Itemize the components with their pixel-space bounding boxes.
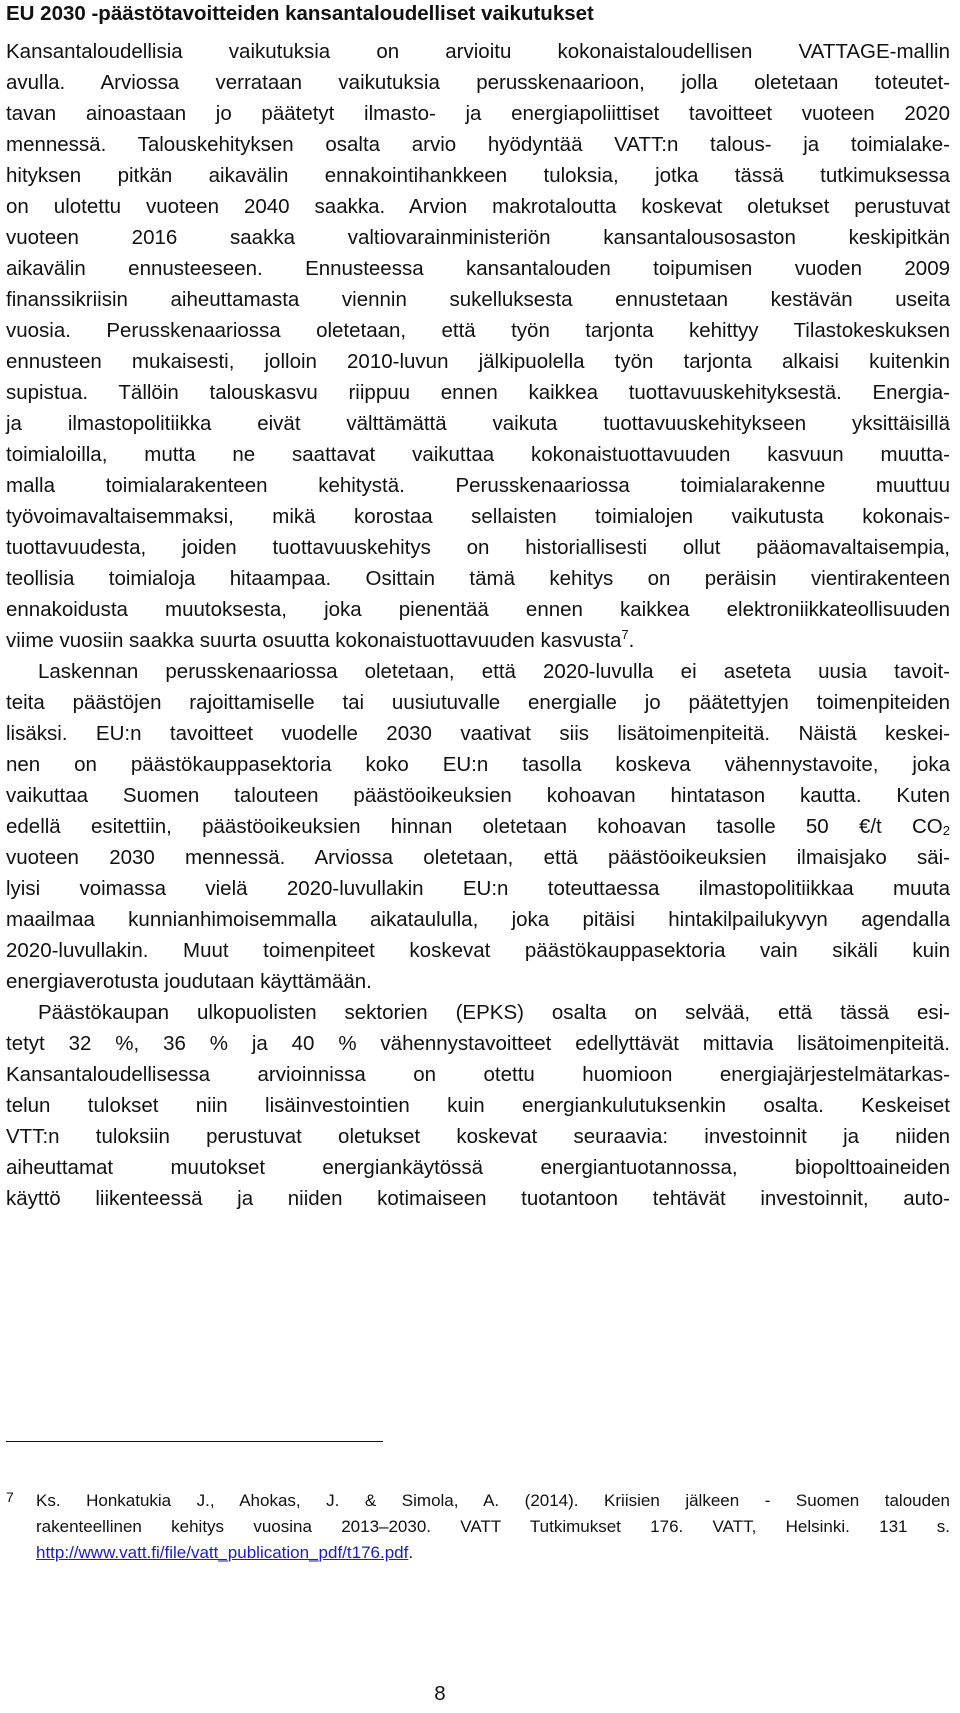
body-line: avulla. Arviossa verrataan vaikutuksia perusskenaarioon, jolla oletetaan toteutet- xyxy=(6,71,950,94)
body-line: Päästökaupan ulkopuolisten sektorien (EPKS) osalta on selvää, että tässä esi- xyxy=(38,1001,950,1024)
body-line: työvoimavaltaisemmaksi, mikä korostaa sellaisten toimialojen vaikutusta kokonais- xyxy=(6,505,950,528)
body-line: finanssikriisin aiheuttamasta viennin sukelluksesta ennustetaan kestävän useita xyxy=(6,288,950,311)
footnote-line: Ks. Honkatukia J., Ahokas, J. & Simola, A. (2014). Kriisien jälkeen - Suomen talouden xyxy=(36,1491,950,1510)
section-heading: EU 2030 -päästötavoitteiden kansantaloudelliset vaikutukset xyxy=(6,2,594,25)
body-line-text: edellä esitettiin, päästöoikeuksien hinnan oletetaan kohoavan tasolle 50 €/t CO xyxy=(6,815,943,838)
body-line: telun tulokset niin lisäinvestointien kuin energiankulutuksenkin osalta. Keskeiset xyxy=(6,1094,950,1117)
body-line: teita päästöjen rajoittamiselle tai uusiutuvalle energialle jo päätettyjen toimenpiteiden xyxy=(6,691,950,714)
body-line: aiheuttamat muutokset energiankäytössä energiantuotannossa, biopolttoaineiden xyxy=(6,1156,950,1179)
body-line: hityksen pitkän aikavälin ennakointihankkeen tuloksia, jotka tässä tutkimuksessa xyxy=(6,164,950,187)
body-line: tuottavuudesta, joiden tuottavuuskehitys on historiallisesti ollut pääomavaltaisempia, xyxy=(6,536,950,559)
body-line: nen on päästökauppasektoria koko EU:n tasolla koskeva vähennystavoite, joka xyxy=(6,753,950,776)
footnote-number: 7 xyxy=(6,1489,14,1505)
body-line: käyttö liikenteessä ja niiden kotimaiseen tuotantoon tehtävät investoinnit, auto- xyxy=(6,1187,950,1210)
body-line: malla toimialarakenteen kehitystä. Perusskenaariossa toimialarakenne muuttuu xyxy=(6,474,950,497)
body-line: energiaverotusta joudutaan käyttämään. xyxy=(6,970,372,993)
body-line: ja ilmastopolitiikka eivät välttämättä vaikuta tuottavuuskehitykseen yksittäisillä xyxy=(6,412,950,435)
footnote-separator xyxy=(6,1441,383,1442)
body-line: on ulotettu vuoteen 2040 saakka. Arvion makrotaloutta koskevat oletukset perustuvat xyxy=(6,195,950,218)
body-line: lisäksi. EU:n tavoitteet vuodelle 2030 vaativat siis lisätoimenpiteitä. Näistä keskei- xyxy=(6,722,950,745)
body-line: supistua. Tällöin talouskasvu riippuu ennen kaikkea tuottavuuskehityksestä. Energia- xyxy=(6,381,950,404)
footnote-line: rakenteellinen kehitys vuosina 2013–2030. VATT Tutkimukset 176. VATT, Helsinki. 131 s. xyxy=(36,1517,950,1536)
body-line: Kansantaloudellisia vaikutuksia on arvioitu kokonaistaloudellisen VATTAGE-mallin xyxy=(6,40,950,63)
body-line: 2020-luvullakin. Muut toimenpiteet koskevat päästökauppasektoria vain sikäli kuin xyxy=(6,939,950,962)
body-line: Laskennan perusskenaariossa oletetaan, että 2020-luvulla ei aseteta uusia tavoit- xyxy=(38,660,950,683)
sentence-period: . xyxy=(628,629,635,652)
body-line: mennessä. Talouskehityksen osalta arvio hyödyntää VATT:n talous- ja toimialake- xyxy=(6,133,950,156)
body-line: lyisi voimassa vielä 2020-luvullakin EU:n toteuttaessa ilmastopolitiikkaa muuta xyxy=(6,877,950,900)
footnote-line xyxy=(36,1543,950,1563)
co2-subscript: 2 xyxy=(942,823,950,838)
page-number: 8 xyxy=(434,1682,446,1705)
body-line: teollisia toimialoja hitaampaa. Osittain tämä kehitys on peräisin vientirakenteen xyxy=(6,567,950,590)
body-line: ennusteen mukaisesti, jolloin 2010-luvun jälkipuolella työn tarjonta alkaisi kuitenkin xyxy=(6,350,950,373)
body-line: vuoteen 2030 mennessä. Arviossa oletetaan, että päästöoikeuksien ilmaisjako säi- xyxy=(6,846,950,869)
body-line: vuosia. Perusskenaariossa oletetaan, että työn tarjonta kehittyy Tilastokeskuksen xyxy=(6,319,950,342)
footnote-period: . xyxy=(408,1543,414,1562)
body-line xyxy=(6,629,950,653)
body-line: tetyt 32 %, 36 % ja 40 % vähennystavoitteet edellyttävät mittavia lisätoimenpiteitä. xyxy=(6,1032,950,1055)
body-line: ennakoidusta muutoksesta, joka pienentää ennen kaikkea elektroniikkateollisuuden xyxy=(6,598,950,621)
body-line: toimialoilla, mutta ne saattavat vaikuttaa kokonaistuottavuuden kasvuun muutta- xyxy=(6,443,950,466)
body-line: vaikuttaa Suomen talouteen päästöoikeuksien kohoavan hintatason kautta. Kuten xyxy=(6,784,950,807)
body-line: VTT:n tuloksiin perustuvat oletukset koskevat seuraavia: investoinnit ja niiden xyxy=(6,1125,950,1148)
body-line: vuoteen 2016 saakka valtiovarainministeriön kansantalousosaston keskipitkän xyxy=(6,226,950,249)
body-line xyxy=(6,815,950,839)
body-line-text: viime vuosiin saakka suurta osuutta kokonaistuottavuuden kasvusta xyxy=(6,629,622,652)
body-line: tavan ainoastaan jo päätetyt ilmasto- ja energiapoliittiset tavoitteet vuoteen 2020 xyxy=(6,102,950,125)
body-line: maailmaa kunnianhimoisemmalla aikataululla, joka pitäisi hintakilpailukyvyn agendalla xyxy=(6,908,950,931)
body-line: Kansantaloudellisessa arvioinnissa on otettu huomioon energiajärjestelmätarkas- xyxy=(6,1063,950,1086)
footnote-reference[interactable]: 7 xyxy=(621,627,629,642)
body-line: aikavälin ennusteeseen. Ennusteessa kansantalouden toipumisen vuoden 2009 xyxy=(6,257,950,280)
footnote-link[interactable]: http://www.vatt.fi/file/vatt_publication_pdf/t176.pdf xyxy=(36,1543,409,1562)
